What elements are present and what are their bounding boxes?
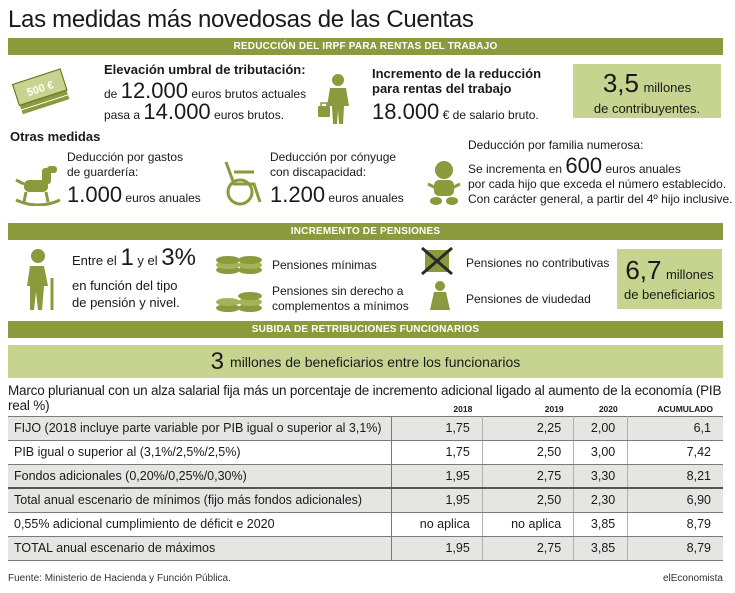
row-value: 2,75 xyxy=(482,536,573,560)
umbral-title: Elevación umbral de tributación: xyxy=(104,62,306,77)
guarderia-line-1: Deducción por gastos xyxy=(67,150,184,164)
umbral-from-suffix: euros brutos actuales xyxy=(191,87,307,101)
row-value: 3,00 xyxy=(574,440,628,464)
familia-line-3: por cada hijo que exceda el número establecido. xyxy=(468,177,727,191)
row-value: 8,79 xyxy=(628,536,723,560)
beneficiarios-box xyxy=(617,249,722,309)
conyuge-value: 1.200 xyxy=(270,182,326,207)
otras-heading: Otras medidas xyxy=(10,129,101,144)
contrib-unit: millones xyxy=(643,80,692,95)
row-value: 1,95 xyxy=(391,464,482,488)
conyuge-line-1: Deducción por cónyuge xyxy=(270,150,397,164)
pensiones-line3: de pensión y nivel. xyxy=(72,295,180,310)
row-value: 2,25 xyxy=(482,416,573,440)
table-header-blank xyxy=(8,402,391,416)
col-header: 2020 xyxy=(598,403,618,414)
row-value: 2,30 xyxy=(574,488,628,512)
col-header: 2019 xyxy=(544,403,564,414)
col-header: ACUMULADO xyxy=(657,403,713,414)
guarderia-block xyxy=(67,150,201,206)
row-value: 3,30 xyxy=(574,464,628,488)
page-title: Las medidas más novedosas de las Cuentas xyxy=(8,6,474,33)
irpf-band: REDUCCIÓN DEL IRPF PARA RENTAS DEL TRABAJO xyxy=(8,38,723,55)
row-value: 2,75 xyxy=(482,464,573,488)
pensiones-sin-derecho xyxy=(272,284,409,314)
umbral-to-value: 14.000 xyxy=(143,99,211,124)
banknote-label: 500 € xyxy=(25,79,56,100)
rocking-horse-icon xyxy=(12,160,64,206)
widow-icon xyxy=(426,280,454,312)
contrib-label: de contribuyentes. xyxy=(593,101,701,116)
row-value: 7,42 xyxy=(628,440,723,464)
row-value: 1,75 xyxy=(391,416,482,440)
pensiones-viudedad: Pensiones de viudedad xyxy=(466,292,591,306)
familia-line-2a: Se incrementa en xyxy=(468,162,563,176)
benef-num: 6,7 xyxy=(625,255,662,285)
row-value: 8,21 xyxy=(628,464,723,488)
familia-line-4: Con carácter general, a partir del 4º hijo inclusive. xyxy=(468,192,733,206)
umbral-de: de xyxy=(104,87,118,101)
pensiones-minimas: Pensiones mínimas xyxy=(272,258,377,272)
familia-block xyxy=(468,138,733,207)
umbral-from-value: 12.000 xyxy=(120,78,188,103)
row-value: 8,79 xyxy=(628,512,723,536)
table-row xyxy=(8,512,723,536)
row-label: PIB igual o superior al (3,1%/2,5%/2,5%) xyxy=(8,440,391,464)
table-row xyxy=(8,488,723,512)
reduccion-title-1: Incremento de la reducción xyxy=(372,66,542,81)
reduccion-title xyxy=(372,66,541,96)
retribuciones-table xyxy=(8,402,723,561)
pensiones-n2: 3% xyxy=(161,244,196,271)
conyuge-suffix: euros anuales xyxy=(328,191,404,205)
table-row xyxy=(8,464,723,488)
contribuyentes-box xyxy=(573,64,721,118)
table-row xyxy=(8,440,723,464)
row-value: no aplica xyxy=(391,512,482,536)
marco-description: Marco plurianual con un alza salarial fija más un porcentaje de incremento adicional ligado al aumento de la economía (PIB real %) xyxy=(8,383,722,413)
row-value: 2,50 xyxy=(482,488,573,512)
pensiones-y-el: y el xyxy=(137,253,158,268)
reduccion-value: 18.000 xyxy=(372,99,440,124)
table-row xyxy=(8,416,723,440)
funcionarios-band: SUBIDA DE RETRIBUCIONES FUNCIONARIOS xyxy=(8,321,723,338)
col-header: 2018 xyxy=(453,403,473,414)
contrib-num: 3,5 xyxy=(602,68,639,98)
pensiones-range xyxy=(72,244,196,271)
wheelchair-icon xyxy=(222,158,266,208)
coins-stack-icon xyxy=(214,250,264,276)
reduccion-title-2: para rentas del trabajo xyxy=(372,81,512,96)
row-value: 3,85 xyxy=(574,536,628,560)
coins-stack-icon-2 xyxy=(214,284,264,314)
elderly-person-icon xyxy=(18,248,60,312)
banner-num: 3 xyxy=(210,348,225,375)
pensiones-n1: 1 xyxy=(120,244,134,271)
familia-line-2b: euros anuales xyxy=(605,162,681,176)
row-label: TOTAL anual escenario de máximos xyxy=(8,536,391,560)
pensiones-line2: en función del tipo xyxy=(72,278,178,293)
row-value: 6,90 xyxy=(628,488,723,512)
row-label: FIJO (2018 incluye parte variable por PIB igual o superior al 3,1%) xyxy=(8,416,391,440)
row-value: 2,00 xyxy=(574,416,628,440)
guarderia-line-2: de guardería: xyxy=(67,165,139,179)
familia-value: 600 xyxy=(565,153,603,178)
row-value: 6,1 xyxy=(628,416,723,440)
row-value: 1,95 xyxy=(391,536,482,560)
conyuge-block xyxy=(270,150,404,206)
conyuge-line-2: con discapacidad: xyxy=(270,165,367,179)
guarderia-suffix: euros anuales xyxy=(125,191,201,205)
banner-text: millones de beneficiarios entre los funcionarios xyxy=(230,354,521,370)
row-value: 1,75 xyxy=(391,440,482,464)
row-value: 3,85 xyxy=(574,512,628,536)
umbral-to-suffix: euros brutos. xyxy=(214,108,285,122)
pensiones-band: INCREMENTO DE PENSIONES xyxy=(8,223,723,240)
umbral-to-line xyxy=(104,101,284,123)
row-label: 0,55% adicional cumplimiento de déficit e 2020 xyxy=(8,512,391,536)
crossed-box-icon xyxy=(420,246,454,276)
familia-line-1: Deducción por familia numerosa: xyxy=(468,138,644,152)
benef-label: de beneficiarios xyxy=(623,287,716,302)
row-label: Total anual escenario de mínimos (fijo más fondos adicionales) xyxy=(8,488,391,512)
reduccion-suffix: € de salario bruto. xyxy=(442,108,539,122)
reduccion-line xyxy=(372,101,539,123)
benef-unit: millones xyxy=(665,267,714,282)
table-row xyxy=(8,536,723,560)
sin-derecho-line-2: complementos a mínimos xyxy=(272,299,409,313)
pensiones-entre: Entre el xyxy=(72,253,117,268)
umbral-pasa: pasa a xyxy=(104,108,141,122)
row-value: 2,50 xyxy=(482,440,573,464)
table-header-row xyxy=(8,402,723,416)
baby-icon xyxy=(424,160,464,208)
source-note: Fuente: Ministerio de Hacienda y Función Pública. xyxy=(8,573,231,584)
banknote-icon xyxy=(10,66,72,116)
row-value: no aplica xyxy=(482,512,573,536)
sin-derecho-line-1: Pensiones sin derecho a xyxy=(272,284,404,298)
pensiones-no-contributivas: Pensiones no contributivas xyxy=(466,256,610,270)
row-label: Fondos adicionales (0,20%/0,25%/0,30%) xyxy=(8,464,391,488)
brand-credit: elEconomista xyxy=(662,573,723,584)
row-value: 1,95 xyxy=(391,488,482,512)
guarderia-value: 1.000 xyxy=(67,182,123,207)
businessman-icon xyxy=(316,72,356,126)
funcionarios-banner xyxy=(8,345,723,378)
